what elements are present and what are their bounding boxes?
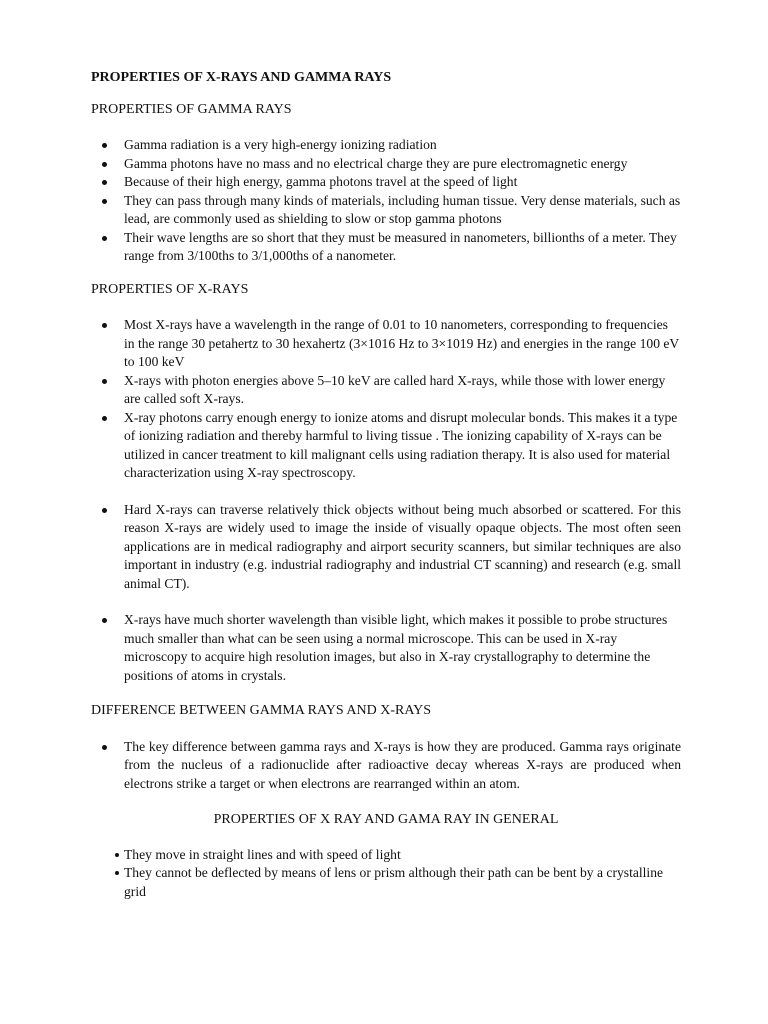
list-item <box>91 316 681 372</box>
bullet-icon <box>102 416 107 421</box>
bullet-icon <box>102 180 107 185</box>
list-item-text: The key difference between gamma rays and X-rays is how they are produced. Gamma rays originate from the nucleus of a radionuclide after radioactive decay whereas X-rays are produced when electrons strike a target or when electrons are rearranged within an atom. <box>124 738 681 791</box>
list-item <box>91 192 681 229</box>
bullet-icon <box>115 871 119 875</box>
list-item-text: X-ray photons carry enough energy to ionize atoms and disrupt molecular bonds. This makes it a type of ionizing radiation and thereby harmful to living tissue . The ionizing capability of X-rays can be utilized in cancer treatment to kill malignant cells using radiation therapy. It is also used for material characterization using X-ray spectroscopy. <box>124 409 678 480</box>
bullet-icon <box>102 508 107 513</box>
list-item-text: X-rays have much shorter wavelength than visible light, which makes it possible to probe structures much smaller than what can be seen using a normal microscope. This can be used in X-ray microscopy to acquire high resolution images, but also in X-ray crystallography to determine the positions of atoms in crystals. <box>124 612 668 683</box>
list-item-text: Gamma photons have no mass and no electrical charge they are pure electromagnetic energy <box>124 155 628 171</box>
difference-list <box>91 738 681 794</box>
bullet-icon <box>102 236 107 241</box>
section-heading-general: PROPERTIES OF X RAY AND GAMA RAY IN GENERAL <box>213 812 559 827</box>
bullet-icon <box>102 162 107 167</box>
bullet-icon <box>102 199 107 204</box>
bullet-icon <box>102 379 107 384</box>
list-item <box>91 501 681 594</box>
list-item <box>91 611 681 685</box>
list-item-text: They move in straight lines and with speed of light <box>124 846 401 862</box>
bullet-icon <box>102 323 107 328</box>
list-item <box>91 173 681 192</box>
list-item-text: Because of their high energy, gamma photons travel at the speed of light <box>124 174 518 189</box>
list-item <box>91 864 681 901</box>
list-item-text: Their wave lengths are so short that they must be measured in nanometers, billionths of a meter. They range from 3/100ths to 3/1,000ths of a nanometer. <box>124 229 677 263</box>
gamma-properties-list <box>91 136 681 266</box>
list-item <box>91 846 681 865</box>
list-item <box>91 738 681 794</box>
xray-properties-list <box>91 316 681 685</box>
list-item <box>91 155 681 174</box>
list-item <box>91 136 681 155</box>
list-item-text: Most X-rays have a wavelength in the range of 0.01 to 10 nanometers, corresponding to frequencies in the range 30 petahertz to 30 hexahertz (3×1016 Hz to 3×1019 Hz) and energies in the range 100 eV to 100 keV <box>124 317 680 369</box>
section-heading-difference: DIFFERENCE BETWEEN GAMMA RAYS AND X-RAYS <box>91 703 432 718</box>
list-item-text: Gamma radiation is a very high-energy ionizing radiation <box>124 137 437 152</box>
bullet-icon <box>115 853 119 857</box>
bullet-icon <box>102 745 107 750</box>
section-heading-xrays: PROPERTIES OF X-RAYS <box>91 281 249 297</box>
list-item-text: Hard X-rays can traverse relatively thick objects without being much absorbed or scattered. For this reason X-rays are widely used to image the inside of visually opaque objects. The most often seen applications are in medical radiography and airport security scanners, but similar techniques are also important in industry (e.g. industrial radiography and industrial CT scanning) and research (e.g. small animal CT). <box>124 501 681 591</box>
list-item-text: X-rays with photon energies above 5–10 keV are called hard X-rays, while those with lower energy are called soft X-rays. <box>124 372 666 406</box>
document-body <box>91 69 681 901</box>
list-item-text: They can pass through many kinds of materials, including human tissue. Very dense materials, such as lead, are commonly used as shielding to slow or stop gamma photons <box>124 192 681 226</box>
bullet-icon <box>102 143 107 148</box>
list-item <box>91 229 681 266</box>
list-item <box>91 372 681 409</box>
section-heading-gamma: PROPERTIES OF GAMMA RAYS <box>91 101 292 117</box>
bullet-icon <box>102 618 107 623</box>
general-properties-list <box>91 846 681 902</box>
list-item <box>91 409 681 483</box>
list-item-text: They cannot be deflected by means of lens or prism although their path can be bent by a crystalline grid <box>124 865 664 899</box>
document-title: PROPERTIES OF X-RAYS AND GAMMA RAYS <box>91 70 392 85</box>
